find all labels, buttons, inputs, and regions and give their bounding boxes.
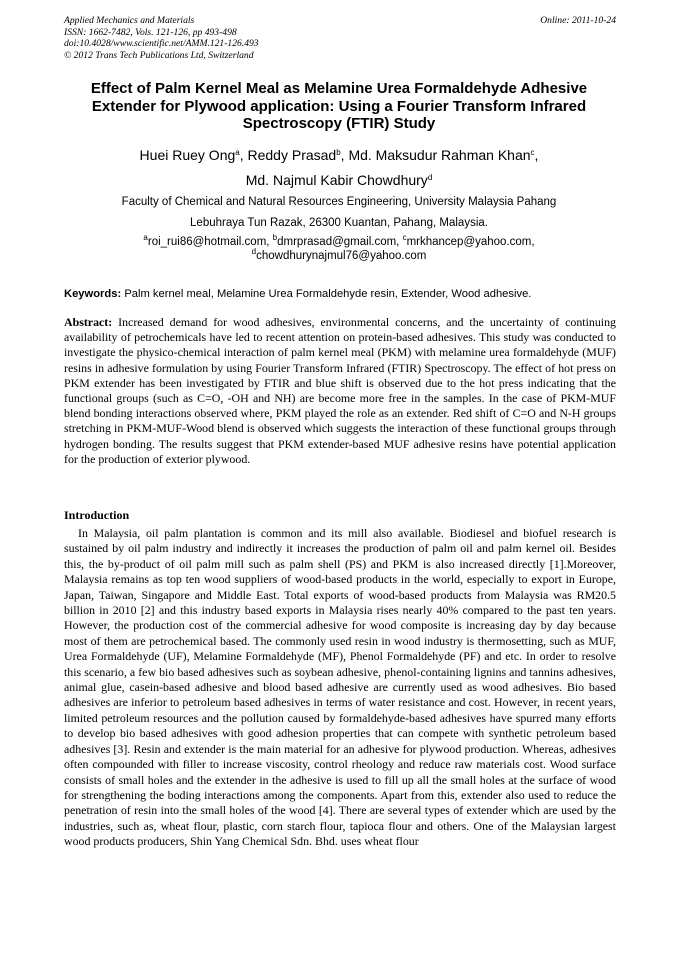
author-superscript: c [530,148,535,157]
abstract-text: Increased demand for wood adhesives, environmental concerns, and the uncertainty of continuing availability of petrochemicals have led to recent attention on protein-based adhesives. This study was conducted to investigate the physico-chemical interaction of palm kernel meal (PKM) with melamine urea formaldehyde (MUF) resins in adhesive formulation by using Fourier Transform Infrared (FTIR) Spectroscopy. The effect of hot press on PKM extender has been investigated by FTIR and blue shift is observed due to the hot press indicating that the functional groups (such as C=O, -OH and NH) are become more free in the samples. In the case of PKM-MUF blend bonding interactions observed where, PKM played the role as an extender. Red shift of C=O and N-H groups stretching in PKM-MUF-Wood blend is observed which suggests the interaction of these functional groups through hydrogen bonding. The results suggest that PKM extender-based MUF adhesive resins have potential application for the production of exterior plywood. [64,315,616,466]
keywords [64,287,616,301]
email-superscript: c [402,233,407,242]
keywords-label: Keywords: [64,288,122,300]
email-superscript: d [251,247,257,256]
author-superscript: d [427,173,433,182]
abstract [64,315,616,467]
issn-line: ISSN: 1662-7482, Vols. 121-126, pp 493-498 [64,26,237,38]
author-superscript: a [235,148,240,157]
copyright-line: © 2012 Trans Tech Publications Ltd, Switzerland [64,49,254,61]
keywords-text: Palm kernel meal, Melamine Urea Formaldehyde resin, Extender, Wood adhesive. [124,288,532,300]
journal-header [64,15,616,61]
email-address[interactable]: roi_rui86@hotmail.com [147,236,267,248]
introduction-heading: Introduction [64,508,130,522]
email-list: $^a$roi_rui86@hotmail.com, $^b$dmrprasad@gmail.com, $^c$mrkhancep@yahoo.com, $^d$chowdhurynajmul76@yahoo.com [143,233,535,262]
journal-name: Applied Mechanics and Materials [64,15,195,26]
email-address[interactable]: chowdhurynajmul76@yahoo.com [256,250,427,262]
introduction-body: In Malaysia, oil palm plantation is common and its mill also available. Biodiesel and biofuel research is sustained by oil palm industry and indirectly it increases the production of palm oil and palm kernel oil. Besides this, the by-product of oil palm mill such as palm shell (PS) and PKM is also increased directly [1].Moreover, Malaysia remains as top ten wood suppliers of wood-based products in the world, especially to export in Europe, Japan, Taiwan, Singapore and Middle East. Total exports of wood-based products from Malaysia was RM20.5 billion in 2010 [2] and this industry based exports in Malaysia rises nearly 40% compared to the past ten years. However, the production cost of the commercial adhesive for wood composite is increasing day by day because most of them are petrochemical based. The commonly used resin in wood industry is thermosetting, such as MUF, Urea Formaldehyde (UF), Melamine Formaldehyde (MF), Phenol Formaldehyde (PF) and etc. In order to resolve this scenario, a few bio based adhesives such as soybean adhesive, phenol-containing lignins and tannins adhesives, animal glue, casein-based adhesive and blood based adhesive are currently used as wood adhesives. Bio based adhesives are inferior to petroleum based adhesives in terms of water resistance and cost. However, in recent years, limited petroleum resources and the pollution caused by formaldehyde-based adhesives have spurred many efforts to develop bio based adhesives with good adhesion properties that can compete with synthetic petroleum based adhesives [3]. Resin and extender is the main material for an adhesive for plywood production. Whereas, adhesives often compounded with filler to increase viscosity, control rheology and reduce raw materials cost. Wood surface consists of small holes and the extender in the adhesive is used to fill up all the small holes at the surface of wood for strengthening the boding interactions among the components. Apart from this, extender also used to reduce the penetration of resin into the small holes of the wood [4]. There are several types of extender which are used by the industries, such as, wheat flour, plastic, corn starch flour, tapioca flour and others. One of the Malaysian largest wood products producers, Shin Yang Chemical Sdn. Bhd. uses wheat flour [64,526,616,849]
author-name: Md. Najmul Kabir Chowdhury [245,172,428,188]
author-name: Reddy Prasad [247,147,337,163]
email-superscript: a [143,233,148,242]
affiliation-line: Faculty of Chemical and Natural Resources Engineering, University Malaysia Pahang [121,196,557,208]
email-address[interactable]: mrkhancep@yahoo.com [406,236,532,248]
affiliation-line: Lebuhraya Tun Razak, 26300 Kuantan, Pahang, Malaysia. [190,217,488,229]
email-address[interactable]: dmrprasad@gmail.com [277,236,397,248]
abstract-label: Abstract: [64,315,113,329]
email-superscript: b [272,233,278,242]
affiliation [58,192,620,234]
author-list: Huei Ruey Ong$^a$, Reddy Prasad$^b$, Md. Maksudur Rahman Khan$^c$, Md. Najmul Kabir Chowdhury$^d$ [139,147,539,188]
author-superscript: b [336,148,341,157]
online-date: Online: 2011-10-24 [540,15,616,26]
paper-title: Effect of Palm Kernel Meal as Melamine Urea Formaldehyde Adhesive Extender for Plywood application: Using a Fourier Transform Infrared Spectroscopy (FTIR) Study [90,80,588,132]
author-name: Md. Maksudur Rahman Khan [348,147,531,163]
doi-line: doi:10.4028/www.scientific.net/AMM.121-126.493 [64,38,259,50]
author-name: Huei Ruey Ong [139,147,236,163]
